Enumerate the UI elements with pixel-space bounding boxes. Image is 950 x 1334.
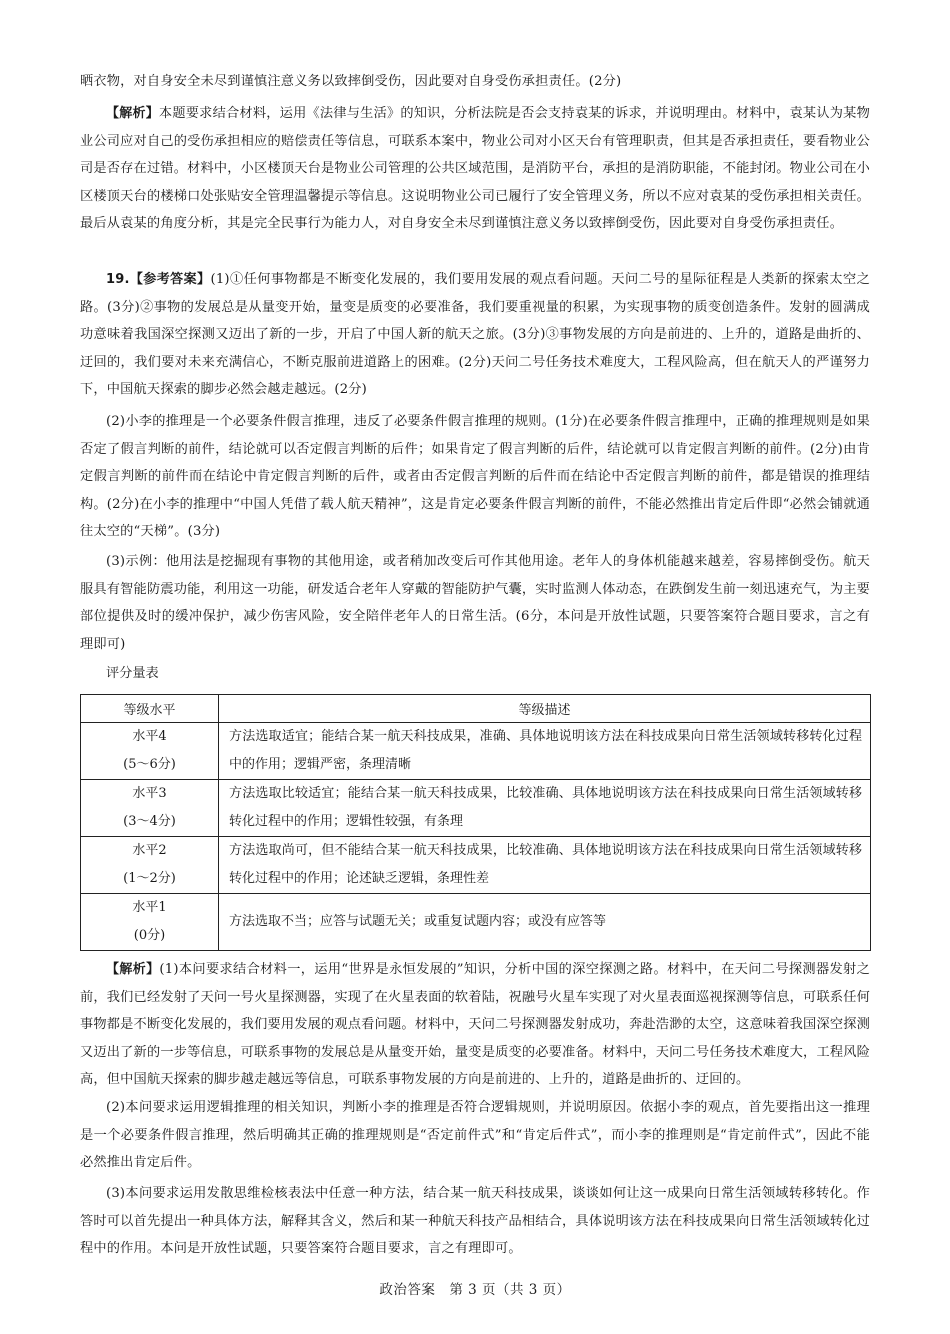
level-cell: 水平3 (3～4分)	[81, 780, 219, 837]
table-row	[81, 837, 871, 894]
description-cell: 方法选取尚可，但不能结合某一航天科技成果，比较准确、具体地说明该方法在科技成果向日常生活领域转移转化过程中的作用；论述缺乏逻辑，条理性差	[219, 837, 871, 894]
level-cell: 水平4 (5～6分)	[81, 723, 219, 780]
rubric-header-row	[81, 695, 871, 723]
rubric-table	[80, 694, 871, 951]
analysis-label: 【解析】	[106, 106, 159, 121]
level-cell: 水平1 (0分)	[81, 894, 219, 951]
q19-part3-text: (3)示例：他用法是挖掘现有事物的其他用途，或者稍加改变后可作其他用途。老年人的身体机能越来越差，容易摔倒受伤。航天服具有智能防震功能，利用这一功能，研发适合老年人穿戴的智能防护气囊，实时监测人体动态，在跌倒发生前一刻迅速充气，为主要部位提供及时的缓冲保护，减少伤害风险，安全陪伴老年人的日常生活。(6分，本问是开放性试题，只要答案符合题目要求，言之有理即可)	[80, 554, 870, 652]
analysis19-part2	[80, 1094, 870, 1177]
analysis19-part1-text: (1)本问要求结合材料一，运用“世界是永恒发展的”知识，分析中国的深空探测之路。材料中，在天问二号探测器发射之前，我们已经发射了天问一号火星探测器，实现了在火星表面的软着陆，祝融号火星车实现了对火星表面巡视探测等信息，可联系任何事物都是不断变化发展的，我们要用发展的观点看问题。材料中，天问二号探测器发射成功，奔赴浩渺的太空，这意味着我国深空探测又迈出了新的一步等信息，可联系事物的发展总是从量变开始，量变是质变的必要准备。材料中，天问二号任务技术难度大，工程风险高，但中国航天探索的脚步越走越远等信息，可联系事物发展的方向是前进的、上升的，道路是曲折的、迂回的。	[80, 962, 870, 1088]
q19-label: 19.【参考答案】	[106, 272, 211, 287]
q19-part3	[80, 548, 870, 658]
analysis19-part2-text: (2)本问要求运用逻辑推理的相关知识，判断小李的推理是否符合逻辑规则，并说明原因。依据小李的观点，首先要指出这一推理是一个必要条件假言推理，然后明确其正确的推理规则是“否定前件式”和“肯定后件式”，而小李的推理则是“肯定前件式”，因此不能必然推出肯定后件。	[80, 1100, 870, 1171]
analysis19-part3-text: (3)本问要求运用发散思维检核表法中任意一种方法，结合某一航天科技成果，谈谈如何让这一成果向日常生活领域转移转化。作答时可以首先提出一种具体方法，解释其含义，然后和某一种航天科技产品相结合，具体说明该方法在科技成果向日常生活领域转化过程中的作用。本问是开放性试题，只要答案符合题目要求，言之有理即可。	[80, 1186, 870, 1257]
analysis-paragraph-18	[80, 100, 870, 238]
answer-continuation	[80, 68, 870, 96]
page-footer: 政治答案 第 3 页（共 3 页）	[379, 1282, 571, 1298]
level-cell: 水平2 (1～2分)	[81, 837, 219, 894]
description-cell: 方法选取适宜；能结合某一航天科技成果，准确、具体地说明该方法在科技成果向日常生活领域转移转化过程中的作用；逻辑严密，条理清晰	[219, 723, 871, 780]
rubric-title: 评分量表	[106, 666, 159, 681]
table-row	[81, 723, 871, 780]
header-description: 等级描述	[219, 695, 871, 723]
analysis19-part1	[80, 956, 870, 1094]
q19-part2-text: (2)小李的推理是一个必要条件假言推理，违反了必要条件假言推理的规则。(1分)在必要条件假言推理中，正确的推理规则是如果否定了假言判断的前件，结论就可以否定假言判断的后件；如果肯定了假言判断的后件，结论就可以肯定假言判断的前件。(2分)由肯定假言判断的前件而在结论中肯定假言判断的后件，或者由否定假言判断的后件而在结论中否定假言判断的前件，都是错误的推理结构。(2分)在小李的推理中“中国人凭借了载人航天精神”，这是肯定必要条件假言判断的前件，不能必然推出肯定后件即“必然会铺就通往太空的“天梯”。(3分)	[80, 414, 870, 540]
analysis-text: 本题要求结合材料，运用《法律与生活》的知识，分析法院是否会支持袁某的诉求，并说明理由。材料中，袁某认为某物业公司应对自己的受伤承担相应的赔偿责任等信息，可联系本案中，物业公司对小区天台有管理职责，但其是否承担责任，要看物业公司是否存在过错。材料中，小区楼顶天台是物业公司管理的公共区域范围，是消防平台，承担的是消防职能，不能封闭。物业公司在小区楼顶天台的楼梯口处张贴安全管理温馨提示等信息。这说明物业公司已履行了安全管理义务，所以不应对袁某的受伤承担相关责任。最后从袁某的角度分析，其是完全民事行为能力人，对自身安全未尽到谨慎注意义务以致摔倒受伤，因此要对自身受伤承担责任。	[80, 106, 870, 232]
table-row	[81, 894, 871, 951]
header-level: 等级水平	[81, 695, 219, 723]
description-cell: 方法选取比较适宜；能结合某一航天科技成果，比较准确、具体地说明该方法在科技成果向日常生活领域转移转化过程中的作用；逻辑性较强，有条理	[219, 780, 871, 837]
description-cell: 方法选取不当；应答与试题无关；或重复试题内容；或没有应答等	[219, 894, 871, 951]
answer-text: 晒衣物，对自身安全未尽到谨慎注意义务以致摔倒受伤，因此要对自身受伤承担责任。(2分)	[80, 74, 622, 89]
q19-part1-text: (1)①任何事物都是不断变化发展的，我们要用发展的观点看问题。天问二号的星际征程是人类新的探索太空之路。(3分)②事物的发展总是从量变开始，量变是质变的必要准备，我们要重视量的积累，为实现事物的质变创造条件。发射的圆满成功意味着我国深空探测又迈出了新的一步，开启了中国人新的航天之旅。(3分)③事物发展的方向是前进的、上升的，道路是曲折的、迂回的，我们要对未来充满信心，不断克服前进道路上的困难。(2分)天问二号任务技术难度大，工程风险高，但在航天人的严谨努力下，中国航天探索的脚步必然会越走越远。(2分)	[80, 272, 870, 398]
q19-part2	[80, 408, 870, 546]
table-row	[81, 780, 871, 837]
q19-part1	[80, 266, 870, 404]
analysis-label: 【解析】	[106, 962, 160, 977]
analysis19-part3	[80, 1180, 870, 1263]
